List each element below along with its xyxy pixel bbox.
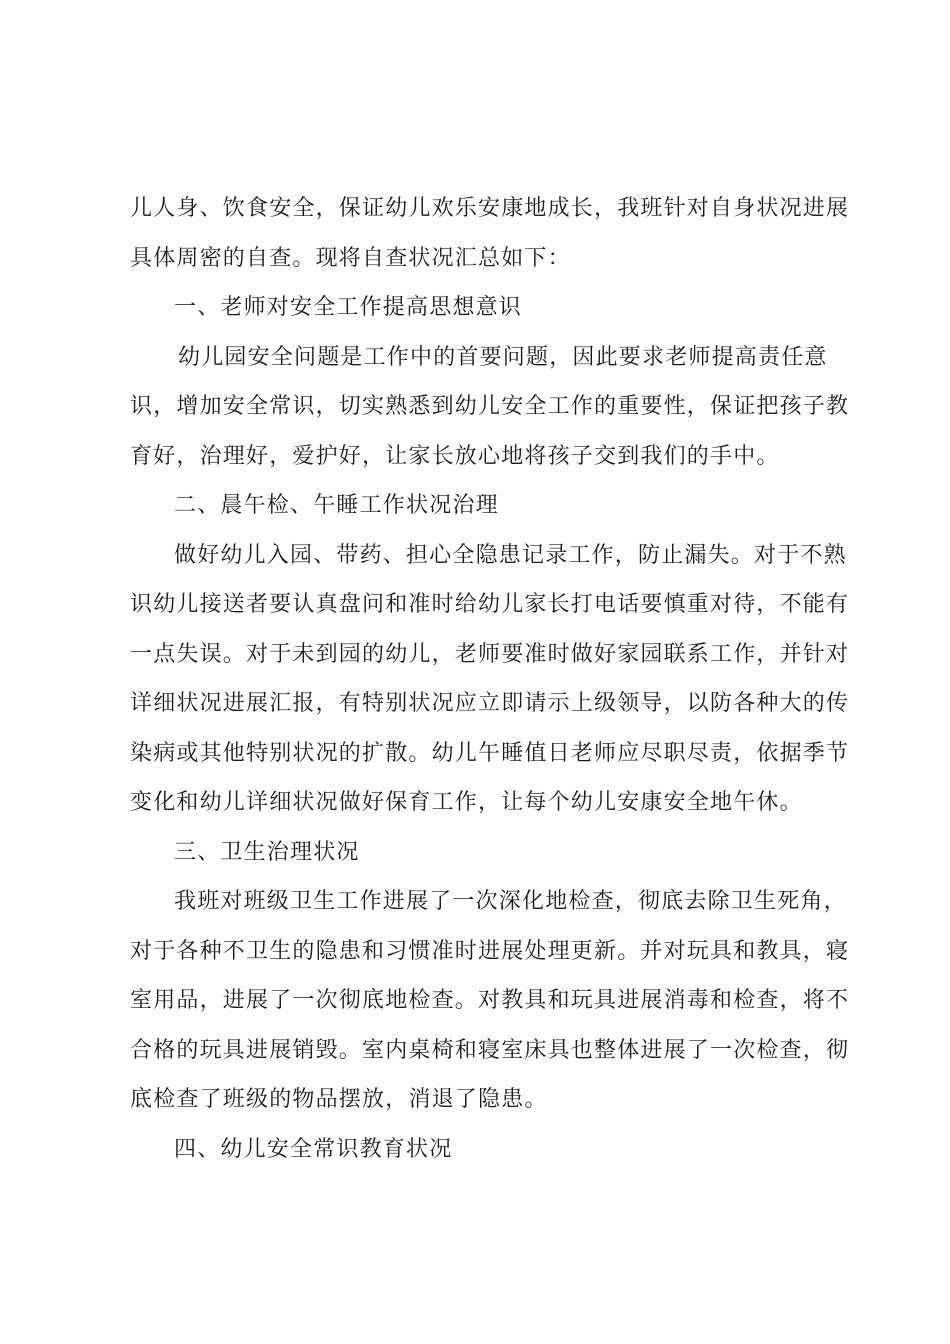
section-heading-4: 四、幼儿安全常识教育状况	[174, 1136, 453, 1162]
paragraph-line: 幼儿园安全问题是工作中的首要问题，因此要求老师提高责任意	[178, 344, 828, 370]
section-heading-3: 三、卫生治理状况	[174, 839, 360, 865]
paragraph-line: 变化和幼儿详细状况做好保育工作，让每个幼儿安康安全地午休。	[130, 790, 803, 815]
paragraph-line: 底检查了班级的物品摆放，消退了隐患。	[130, 1087, 548, 1112]
paragraph-line: 做好幼儿入园、带药、担心全隐患记录工作，防止漏失。对于不熟	[174, 542, 847, 568]
document-body	[130, 184, 850, 1174]
paragraph-line: 育好，治理好，爱护好，让家长放心地将孩子交到我们的手中。	[130, 443, 780, 469]
paragraph-line: 具体周密的自查。现将自查状况汇总如下：	[130, 245, 571, 271]
paragraph-line: 室用品，进展了一次彻底地检查。对教具和玩具进展消毒和检查，将不	[130, 988, 850, 1013]
paragraph-line: 合格的玩具进展销毁。室内桌椅和寝室床具也整体进展了一次检查，彻	[130, 1037, 850, 1063]
paragraph-line: 染病或其他特别状况的扩散。幼儿午睡值日老师应尽职尽责，依据季节	[130, 740, 850, 766]
paragraph-line: 识，增加安全常识，切实熟悉到幼儿安全工作的重要性，保证把孩子教	[130, 394, 850, 419]
paragraph-line: 详细状况进展汇报，有特别状况应立即请示上级领导，以防各种大的传	[130, 691, 850, 716]
section-heading-1: 一、老师对安全工作提高思想意识	[174, 295, 523, 320]
paragraph-line: 一点失误。对于未到园的幼儿，老师要准时做好家园联系工作，并针对	[130, 641, 850, 667]
paragraph-line: 识幼儿接送者要认真盘问和准时给幼儿家长打电话要慎重对待，不能有	[130, 592, 850, 617]
section-heading-2: 二、晨午检、午睡工作状况治理	[174, 493, 499, 518]
paragraph-line: 儿人身、饮食安全，保证幼儿欢乐安康地成长，我班针对自身状况进展	[130, 196, 850, 221]
paragraph-line: 对于各种不卫生的隐患和习惯准时进展处理更新。并对玩具和教具，寝	[130, 938, 850, 964]
paragraph-line: 我班对班级卫生工作进展了一次深化地检查，彻底去除卫生死角，	[174, 889, 847, 914]
